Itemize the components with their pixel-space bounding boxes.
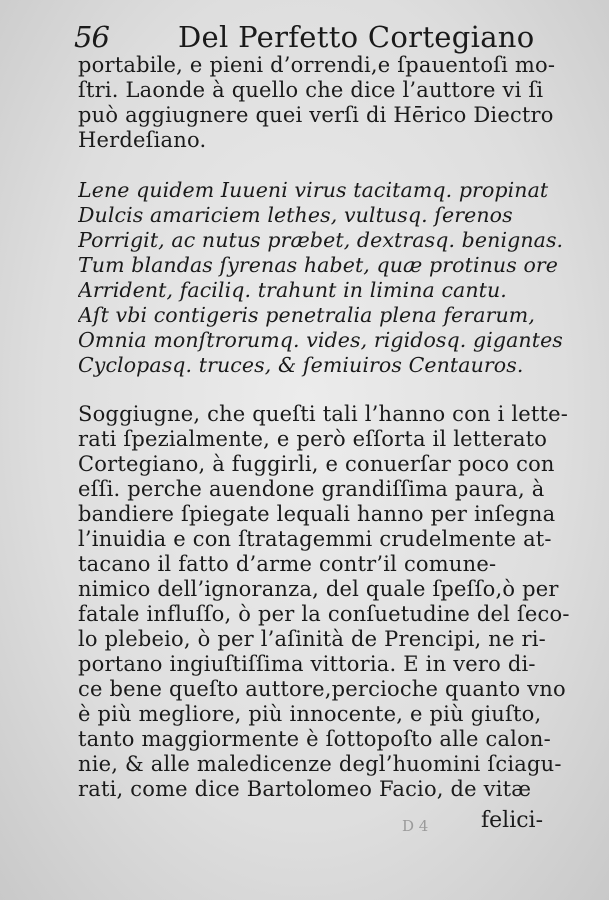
text-line: bandiere ſpiegate lequali hanno per inſegna: [78, 502, 556, 526]
prose-top: [78, 53, 578, 153]
verse-line: Arrident, faciliq. trahunt in limina cantu.: [78, 278, 507, 302]
text-line: è più megliore, più innocente, e più giuſto,: [78, 702, 542, 726]
page-number: 56: [74, 20, 109, 54]
text-line: Soggiugne, che queſti tali l’hanno con i lette-: [78, 402, 569, 426]
text-line: tacano il fatto d’arme contr’il comune-: [78, 552, 497, 576]
verse-line: Dulcis amariciem lethes, vultusq. ſerenos: [78, 203, 513, 227]
text-line: Herdeſiano.: [78, 128, 207, 152]
prose-bottom: [78, 402, 578, 802]
text-line: portano ingiuſtiſſima vittoria. E in vero di-: [78, 652, 536, 676]
catchword: felici-: [481, 808, 544, 833]
text-line: tanto maggiormente è ſottopoſto alle calon-: [78, 727, 551, 751]
latin-verse: [78, 178, 578, 378]
text-line: può aggiugnere quei verſi di Hērico Diectro: [78, 103, 554, 127]
text-line: nie, & alle maledicenze degl’huomini ſciagu-: [78, 752, 562, 776]
text-line: ſtri. Laonde à quello che dice l’auttore vi ſi: [78, 78, 544, 102]
verse-line: Aſt vbi contigeris penetralia plena ferarum,: [78, 303, 535, 327]
verse-line: Cyclopasq. truces, & ſemiuiros Centauros.: [78, 353, 524, 377]
verse-line: Tum blandas ſyrenas habet, quæ protinus ore: [78, 253, 559, 277]
text-line: rati, come dice Bartolomeo Facio, de vitæ: [78, 777, 532, 801]
running-head: Del Perfetto Cortegiano: [178, 20, 535, 54]
text-line: lo plebeio, ò per l’aſinità de Prencipi, ne ri-: [78, 627, 546, 651]
text-line: Cortegiano, à fuggirli, e conuerſar poco con: [78, 452, 555, 476]
text-line: fatale influſſo, ò per la conſuetudine del ſeco-: [78, 602, 570, 626]
text-line: nimico dell’ignoranza, del quale ſpeſſo,ò per: [78, 577, 559, 601]
text-line: ce bene queſto auttore,percioche quanto vno: [78, 677, 566, 701]
text-line: rati ſpezialmente, e però eſſorta il letterato: [78, 427, 548, 451]
text-line: portabile, e pieni d’orrendi,e ſpauentoſi mo-: [78, 53, 556, 77]
text-line: eſſi. perche auendone grandiſſima paura, à: [78, 477, 545, 501]
text-line: l’inuidia e con ſtratagemmi crudelmente at-: [78, 527, 552, 551]
verse-line: Omnia monſtrorumq. vides, rigidosq. gigantes: [78, 328, 563, 352]
page-header: [74, 18, 544, 58]
verse-line: Lene quidem Iuueni virus tacitamq. propinat: [78, 178, 549, 202]
signature-mark: D 4: [402, 817, 429, 835]
verse-line: Porrigit, ac nutus præbet, dextrasq. benignas.: [78, 228, 564, 252]
